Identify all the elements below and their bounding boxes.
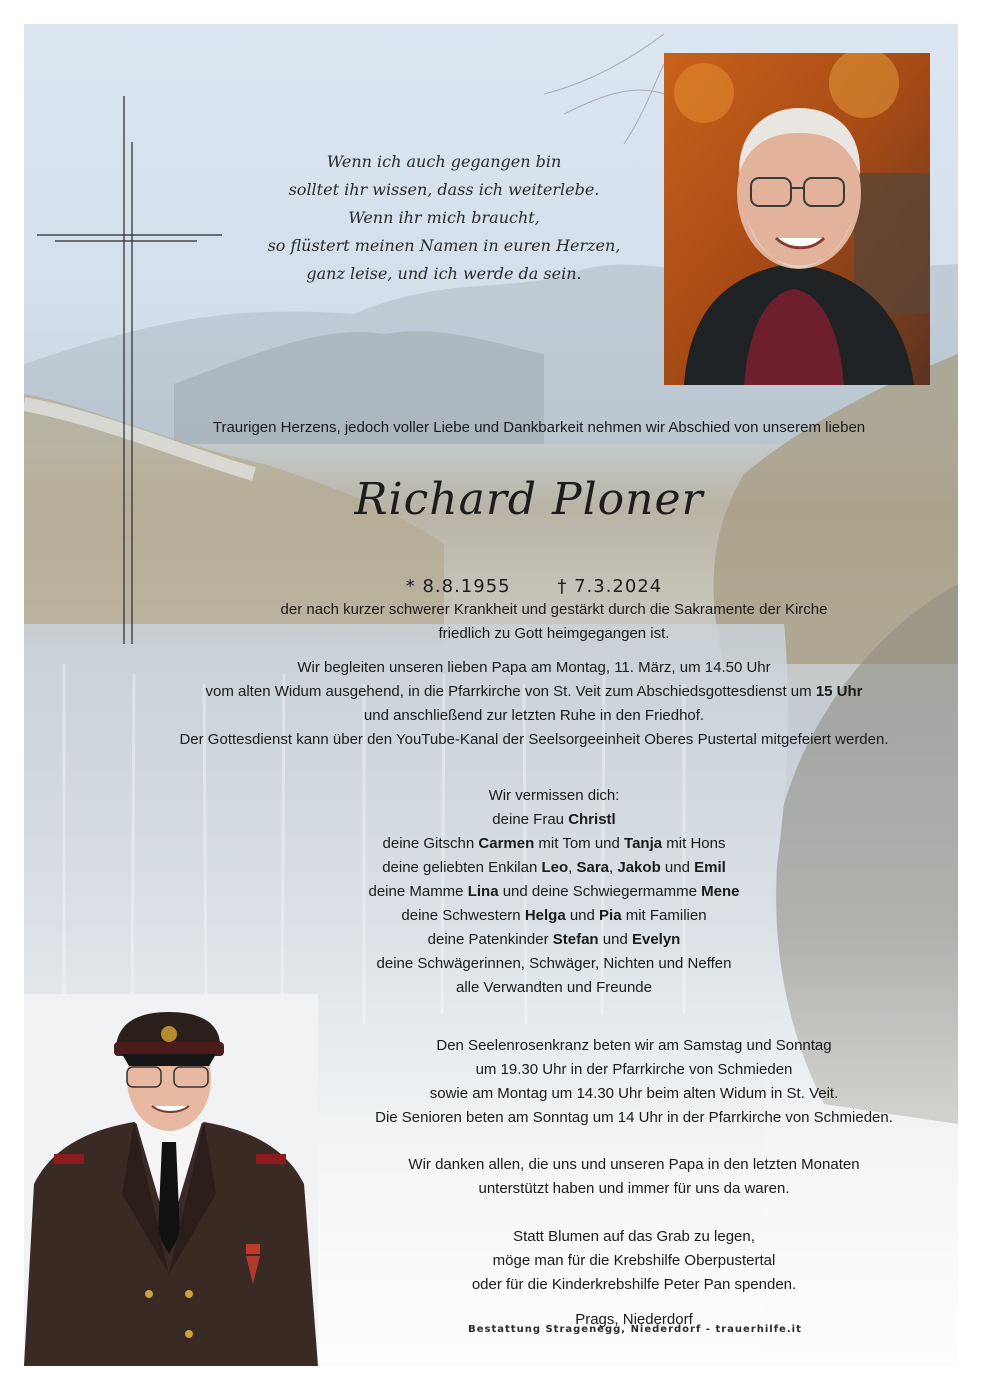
portrait-photo — [664, 53, 930, 385]
mourner-text: deine Patenkinder — [427, 931, 553, 948]
mourner-name: Pia — [599, 907, 622, 924]
mourner-text: und — [598, 931, 632, 948]
mourner-name: Christl — [568, 811, 616, 828]
cross-icon — [37, 96, 222, 644]
mourner-name: Emil — [694, 859, 726, 876]
mourner-text: deine geliebten Enkilan — [382, 859, 542, 876]
funeral-text: vom alten Widum ausgehend, in die Pfarrkirche von St. Veit zum Abschiedsgottesdienst um — [205, 683, 816, 700]
mourner-name: Mene — [701, 883, 740, 900]
funeral-line: Wir begleiten unseren lieben Papa am Montag, 11. März, um 14.50 Uhr — [297, 659, 771, 676]
mourner-text: deine Gitschn — [382, 835, 479, 852]
rosary-line: sowie am Montag um 14.30 Uhr beim alten Widum in St. Veit. — [429, 1085, 839, 1102]
place-text: Prags, Niederdorf — [575, 1311, 693, 1328]
thanks-line: Wir danken allen, die uns und unseren Papa in den letzten Monaten — [408, 1156, 860, 1173]
mourner-name: Jakob — [617, 859, 661, 876]
mourner-line: deine Schwägerinnen, Schwäger, Nichten und Neffen — [376, 955, 732, 972]
birth-date: * 8.8.1955 — [405, 576, 511, 597]
uniform-portrait-photo — [24, 994, 318, 1366]
mourner-text: , — [609, 859, 618, 876]
mourner-name: Carmen — [478, 835, 535, 852]
mourner-text: und deine Schwiegermamme — [498, 883, 702, 900]
mourner-name: Evelyn — [631, 931, 681, 948]
mourner-line — [234, 880, 874, 904]
mourner-name: Stefan — [552, 931, 599, 948]
donation-text — [344, 1225, 924, 1297]
mourner-text: mit Familien — [621, 907, 707, 924]
mourner-text: deine Schwestern — [401, 907, 525, 924]
mourner-name: Leo — [541, 859, 569, 876]
rosary-line: um 19.30 Uhr in der Pfarrkirche von Schmieden — [475, 1061, 793, 1078]
mourner-line — [234, 808, 874, 832]
mourner-text: deine Mamme — [368, 883, 468, 900]
mourner-name: Lina — [467, 883, 499, 900]
mourner-text: deine Frau — [492, 811, 569, 828]
passing-text — [174, 598, 934, 646]
obituary-sheet — [24, 24, 958, 1366]
verse-line: Wenn ihr mich braucht, — [348, 208, 540, 227]
mourner-text: und — [565, 907, 600, 924]
mourners-heading: Wir vermissen dich: — [488, 787, 620, 804]
mourner-name: Tanja — [624, 835, 663, 852]
mourner-text: , — [568, 859, 577, 876]
verse-line: solltet ihr wissen, dass ich weiterlebe. — [288, 180, 600, 199]
funeral-details — [134, 656, 934, 752]
rosary-details — [344, 1034, 924, 1130]
passing-line: der nach kurzer schwerer Krankheit und gestärkt durch die Sakramente der Kirche — [280, 601, 828, 618]
death-date: † 7.3.2024 — [557, 576, 663, 597]
donation-line: möge man für die Krebshilfe Oberpustertal — [492, 1252, 776, 1269]
funeral-line: Der Gottesdienst kann über den YouTube-Kanal der Seelsorgeeinheit Oberes Pustertal mitgefeiert werden. — [179, 731, 889, 748]
donation-line: oder für die Kinderkrebshilfe Peter Pan spenden. — [471, 1276, 797, 1293]
mourner-line — [234, 856, 874, 880]
thanks-text — [344, 1153, 924, 1201]
verse-line: so flüstert meinen Namen in euren Herzen, — [267, 236, 621, 255]
funeral-line: und anschließend zur letzten Ruhe in den Friedhof. — [363, 707, 705, 724]
funeral-time: 15 Uhr — [815, 683, 863, 700]
mourner-text: mit Tom und — [534, 835, 625, 852]
thanks-line: unterstützt haben und immer für uns da waren. — [478, 1180, 790, 1197]
mourner-name: Sara — [576, 859, 610, 876]
memorial-verse — [254, 148, 634, 288]
life-dates — [324, 576, 744, 597]
mourner-line — [234, 928, 874, 952]
verse-line: Wenn ich auch gegangen bin — [326, 152, 562, 171]
intro-text: Traurigen Herzens, jedoch voller Liebe und Dankbarkeit nehmen wir Abschied von unserem lieben — [212, 419, 866, 436]
rosary-line: Den Seelenrosenkranz beten wir am Samstag und Sonntag — [436, 1037, 832, 1054]
mourner-line: alle Verwandten und Freunde — [456, 979, 652, 996]
funeral-home-footer: Bestattung Stragenegg, Niederdorf - trauerhilfe.it — [468, 1324, 802, 1335]
mourner-text: und — [660, 859, 695, 876]
verse-line: ganz leise, und ich werde da sein. — [306, 264, 582, 283]
mourner-line — [234, 832, 874, 856]
mourner-name: Helga — [524, 907, 566, 924]
passing-line: friedlich zu Gott heimgegangen ist. — [438, 625, 670, 642]
rosary-line: Die Senioren beten am Sonntag um 14 Uhr in der Pfarrkirche von Schmieden. — [375, 1109, 893, 1126]
mourner-line — [234, 904, 874, 928]
deceased-name: Richard Ploner — [354, 474, 704, 525]
mourners-list — [234, 784, 874, 1000]
mourner-text: mit Hons — [662, 835, 726, 852]
funeral-line — [134, 680, 934, 704]
donation-line: Statt Blumen auf das Grab zu legen, — [513, 1228, 755, 1245]
